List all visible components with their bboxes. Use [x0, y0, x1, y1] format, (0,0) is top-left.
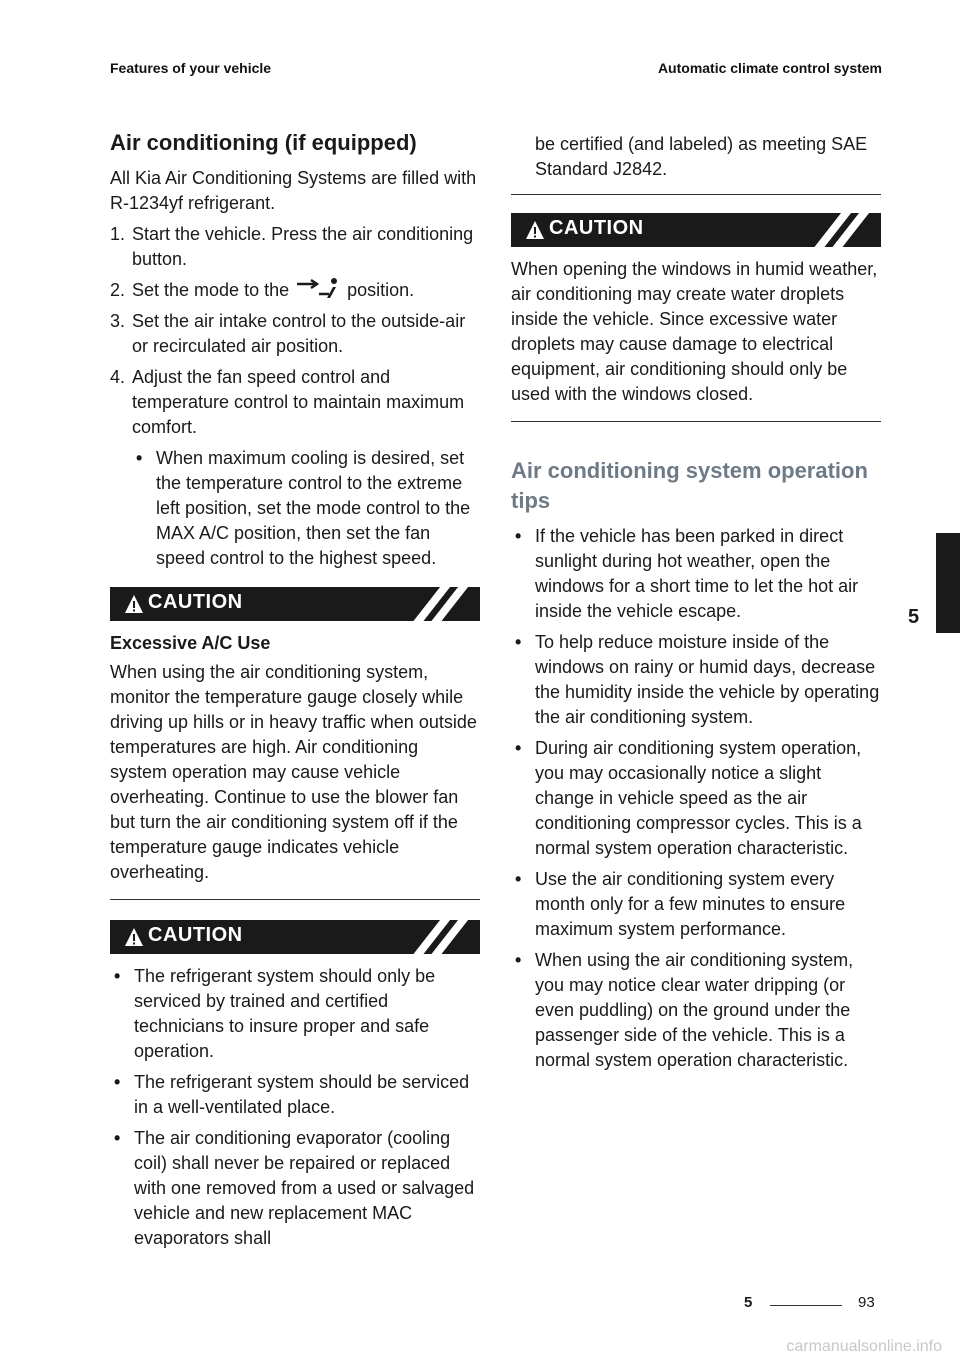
- warning-triangle-icon: [525, 219, 545, 241]
- warning-triangle-icon: [124, 593, 144, 615]
- step4-sublist: [132, 446, 480, 571]
- step-number: 2.: [110, 280, 126, 300]
- bullet-glyph: •: [136, 448, 143, 468]
- header-section-title: Features of your vehicle: [110, 60, 272, 76]
- footer-chapter-number: 5: [744, 1294, 753, 1311]
- section-divider: [110, 899, 480, 900]
- list-item-text: During air conditioning system operation, you may occasionally notice a slight change in vehicle speed as the air conditioning compressor cycles. This is a normal system operation characteristic.: [535, 738, 862, 858]
- step-text: Set the air intake control to the outside-air or recirculated air position.: [132, 311, 466, 356]
- continuation-text: be certified (and labeled) as meeting SAE Standard J2842.: [535, 134, 868, 179]
- bullet-glyph: •: [515, 950, 522, 970]
- list-item: [511, 736, 881, 861]
- caution-bullet-list: [110, 964, 480, 1251]
- section-divider: [511, 421, 881, 422]
- watermark: carmanualsonline.info: [786, 1338, 942, 1355]
- bullet-glyph: •: [114, 1072, 121, 1092]
- bullet-glyph: •: [515, 869, 522, 889]
- bullet-glyph: •: [515, 738, 522, 758]
- list-item: [110, 964, 480, 1064]
- list-item: [511, 948, 881, 1073]
- bullet-glyph: •: [114, 966, 121, 986]
- list-item: [511, 524, 881, 624]
- list-item-text: The refrigerant system should be serviced in a well-ventilated place.: [134, 1072, 470, 1117]
- step-text: Start the vehicle. Press the air conditioning button.: [132, 224, 474, 269]
- caution-label: CAUTION: [549, 217, 644, 239]
- left-column: [110, 128, 480, 1257]
- list-item-text: When using the air conditioning system, you may notice clear water dripping (or even puddling) on the ground under the passenger side of the vehicle. This is a normal system operation characteristic.: [535, 950, 854, 1070]
- step-number: 3.: [110, 311, 126, 331]
- caution-text: When opening the windows in humid weather, air conditioning may create water droplets inside the vehicle. Since excessive water droplets may cause damage to electrical equipment, air conditioning should only be used with the windows closed.: [511, 259, 878, 404]
- list-item: [511, 867, 881, 942]
- caution-title: Excessive A/C Use: [110, 633, 271, 653]
- step-item: [110, 278, 480, 303]
- list-item: [110, 1070, 480, 1120]
- list-item: [110, 1126, 480, 1251]
- face-vent-mode-icon: [293, 278, 343, 300]
- caution-text: When using the air conditioning system, monitor the temperature gauge closely while driving up hills or in heavy traffic when outside temperatures are high. Air conditioning system operation may cause vehicle overheating. Continue to use the blower fan but turn the air conditioning system off if the temperature gauge indicates vehicle overheating.: [110, 662, 477, 882]
- step-item: [110, 222, 480, 272]
- section-title-air-conditioning: Air conditioning (if equipped): [110, 130, 417, 155]
- section-divider: [511, 194, 881, 195]
- step-text-after: position.: [347, 280, 415, 300]
- bullet-glyph: •: [114, 1128, 121, 1148]
- list-item: [511, 630, 881, 730]
- footer-page-number: 93: [858, 1294, 875, 1311]
- bullet-glyph: •: [515, 632, 522, 652]
- caution-banner: [110, 920, 480, 954]
- tips-list: [511, 524, 881, 1073]
- chapter-tab: [936, 533, 960, 633]
- footer-divider: [770, 1305, 842, 1306]
- right-column: [511, 132, 881, 1079]
- list-item-text: When maximum cooling is desired, set the temperature control to the extreme left position, set the mode control to the MAX A/C position, then set the fan speed control to the highest speed.: [156, 448, 471, 568]
- chapter-tab-number: 5: [908, 606, 920, 628]
- list-item-text: Use the air conditioning system every month only for a few minutes to ensure maximum system performance.: [535, 869, 846, 939]
- steps-list: [110, 222, 480, 571]
- caution-banner: [511, 213, 881, 247]
- step-item: [110, 309, 480, 359]
- step-text-before: Set the mode to the: [132, 280, 290, 300]
- caution-banner: [110, 587, 480, 621]
- header-chapter-title: Automatic climate control system: [657, 60, 882, 76]
- list-item-text: The air conditioning evaporator (cooling coil) shall never be repaired or replaced with one removed from a used or salvaged vehicle and new replacement MAC evaporators shall: [134, 1128, 475, 1248]
- list-item-text: If the vehicle has been parked in direct sunlight during hot weather, open the windows for a short time to let the hot air inside the vehicle escape.: [535, 526, 859, 621]
- warning-triangle-icon: [124, 926, 144, 948]
- step-number: 1.: [110, 224, 126, 244]
- step-text: Adjust the fan speed control and temperature control to maintain maximum comfort.: [132, 367, 465, 437]
- step-item: [110, 365, 480, 571]
- step-number: 4.: [110, 367, 126, 387]
- caution-label: CAUTION: [148, 924, 243, 946]
- list-item-text: The refrigerant system should only be serviced by trained and certified technicians to insure proper and safe operation.: [134, 966, 436, 1061]
- list-item-text: To help reduce moisture inside of the windows on rainy or humid days, decrease the humidity inside the vehicle by operating the air conditioning system.: [535, 632, 880, 727]
- caution-label: CAUTION: [148, 591, 243, 613]
- bullet-glyph: •: [515, 526, 522, 546]
- section-title-operation-tips: Air conditioning system operation tips: [511, 458, 868, 513]
- list-item: [132, 446, 480, 571]
- intro-paragraph: All Kia Air Conditioning Systems are filled with R-1234yf refrigerant.: [110, 168, 477, 213]
